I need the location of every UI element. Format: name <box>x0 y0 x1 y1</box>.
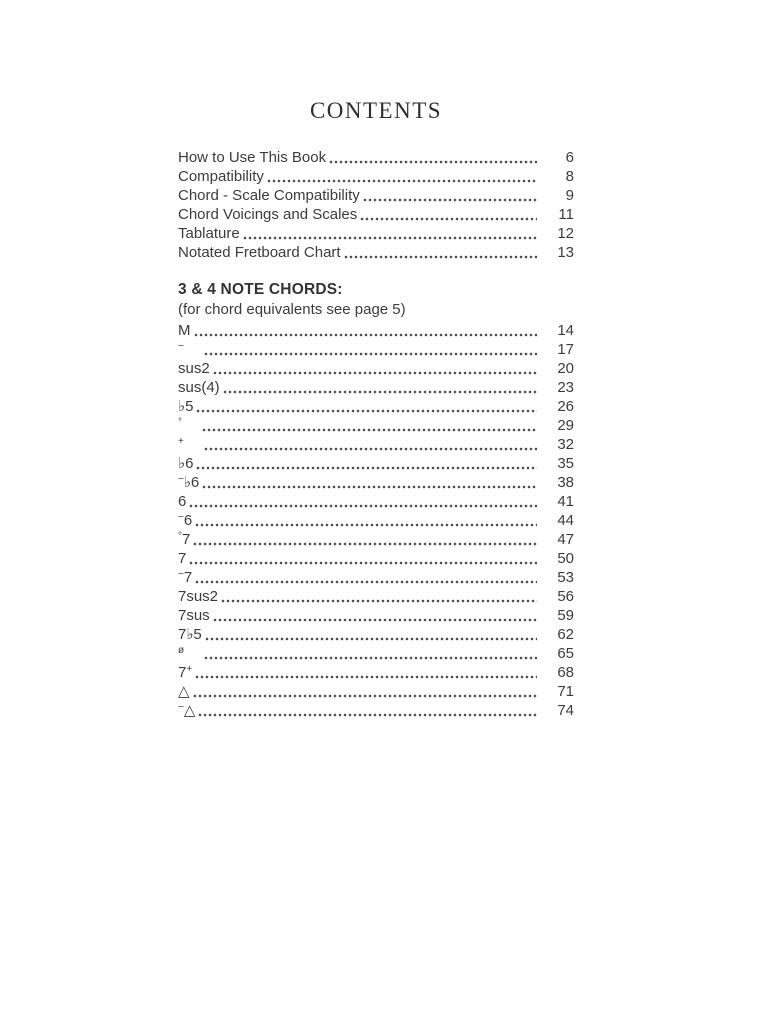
toc-entry-label <box>178 530 190 549</box>
toc-row <box>178 224 574 243</box>
toc-entry-label <box>178 397 193 416</box>
toc-entry-label <box>178 701 195 720</box>
toc-entry-label <box>178 606 210 625</box>
toc-entry-label <box>178 492 186 511</box>
dot-leader <box>196 454 537 473</box>
dot-leader <box>267 167 537 186</box>
toc-row <box>178 397 574 416</box>
toc-page-number: 11 <box>558 206 574 223</box>
dot-leader <box>193 530 537 549</box>
dot-leader <box>195 663 537 682</box>
toc-page-number: 47 <box>557 531 574 548</box>
entry-text: 7 <box>183 569 193 586</box>
toc-page-number: 20 <box>557 360 574 377</box>
toc-row <box>178 511 574 530</box>
toc-page-number: 50 <box>557 550 574 567</box>
dot-leader <box>344 243 537 262</box>
toc-page-number: 53 <box>557 569 574 586</box>
toc-row <box>178 321 574 340</box>
chord-superscript-prefix: − <box>178 569 184 580</box>
dot-leader <box>223 378 537 397</box>
toc-entry-label <box>178 587 218 606</box>
entry-text: ♭6 <box>178 455 194 472</box>
toc-row <box>178 530 574 549</box>
toc-entry-label <box>178 549 186 568</box>
entry-text: Compatibility <box>178 168 264 185</box>
toc-row <box>178 359 574 378</box>
toc-page-number: 59 <box>557 607 574 624</box>
chords-section-subheading: (for chord equivalents see page 5) <box>178 301 406 318</box>
chord-superscript-prefix: − <box>178 341 184 352</box>
toc-row <box>178 340 574 359</box>
toc-page-number: 62 <box>557 626 574 643</box>
toc-entry-label <box>178 321 191 340</box>
dot-leader <box>202 473 537 492</box>
toc-entry-label <box>178 454 193 473</box>
entry-text: 7 <box>182 531 191 548</box>
toc-row <box>178 167 574 186</box>
toc-row <box>178 606 574 625</box>
toc-entry-label <box>178 435 184 454</box>
dot-leader <box>196 397 537 416</box>
dot-leader <box>243 224 537 243</box>
toc-entry-label <box>178 378 220 397</box>
chords-list <box>178 321 574 720</box>
entry-text: 7sus2 <box>178 588 219 605</box>
entry-text: Notated Fretboard Chart <box>178 244 341 261</box>
toc-page-number: 26 <box>557 398 574 415</box>
toc-entry-label <box>178 359 210 378</box>
toc-row <box>178 454 574 473</box>
entry-text: 6 <box>183 512 193 529</box>
toc-row <box>178 378 574 397</box>
dot-leader <box>204 644 537 663</box>
toc-entry-label <box>178 224 240 243</box>
entry-text: How to Use This Book <box>178 149 327 166</box>
entry-text: sus2 <box>178 360 210 377</box>
toc-entry-label <box>178 625 202 644</box>
toc-page-number: 74 <box>557 702 574 719</box>
dot-leader <box>198 701 537 720</box>
toc-page-number: 12 <box>557 225 574 242</box>
toc-entry-label <box>178 663 192 682</box>
chord-superscript-prefix: ° <box>178 531 182 542</box>
toc-entry-label <box>178 416 182 435</box>
toc-entry-label <box>178 340 184 359</box>
dot-leader <box>205 625 537 644</box>
toc-row <box>178 587 574 606</box>
toc-entry-label <box>178 167 264 186</box>
toc-page-number: 56 <box>557 588 574 605</box>
toc-page-number: 38 <box>557 474 574 491</box>
dot-leader <box>329 148 537 167</box>
toc-page-number: 14 <box>557 322 574 339</box>
dot-leader <box>189 492 537 511</box>
entry-text: 7 <box>178 664 187 681</box>
toc-row <box>178 701 574 720</box>
dot-leader <box>194 321 538 340</box>
toc-page-number: 68 <box>557 664 574 681</box>
toc-page-number: 6 <box>565 149 574 166</box>
entry-text: △ <box>178 683 190 700</box>
entry-text: 7♭5 <box>178 626 202 643</box>
toc-page-number: 9 <box>565 187 574 204</box>
toc-entry-label <box>178 148 326 167</box>
chord-superscript-suffix: + <box>186 664 193 675</box>
dot-leader <box>189 549 537 568</box>
entry-text: △ <box>183 702 196 719</box>
entry-text: Tablature <box>178 225 240 242</box>
entry-text: 7 <box>178 550 187 567</box>
toc-row <box>178 473 574 492</box>
dot-leader <box>221 587 537 606</box>
toc-page-number: 71 <box>557 683 574 700</box>
toc-row <box>178 549 574 568</box>
toc-entry-label <box>178 186 360 205</box>
entry-text: Chord Voicings and Scales <box>178 206 358 223</box>
chord-superscript-prefix: ° <box>178 417 182 428</box>
toc-row <box>178 243 574 262</box>
dot-leader <box>195 511 537 530</box>
toc-page-number: 32 <box>557 436 574 453</box>
entry-text: 6 <box>178 493 187 510</box>
dot-leader <box>213 606 537 625</box>
entry-text: ♭6 <box>183 474 200 491</box>
entry-text: M <box>178 322 191 339</box>
toc-row <box>178 416 574 435</box>
toc-entry-label <box>178 644 184 663</box>
toc-row <box>178 435 574 454</box>
dot-leader <box>202 416 537 435</box>
contents-column <box>178 98 574 720</box>
toc-row <box>178 682 574 701</box>
entry-text: sus(4) <box>178 379 220 396</box>
dot-leader <box>195 568 537 587</box>
toc-page-number: 8 <box>565 168 574 185</box>
toc-entry-label <box>178 473 199 492</box>
toc-row <box>178 148 574 167</box>
front-matter-list <box>178 148 574 262</box>
toc-page-number: 13 <box>557 244 574 261</box>
dot-leader <box>213 359 537 378</box>
chord-superscript-prefix: − <box>178 702 184 713</box>
dot-leader <box>360 205 537 224</box>
chord-superscript-prefix: − <box>178 512 184 523</box>
dot-leader <box>204 340 537 359</box>
toc-page-number: 65 <box>557 645 574 662</box>
toc-row <box>178 205 574 224</box>
chord-superscript-prefix: + <box>178 436 184 447</box>
toc-entry-label <box>178 243 341 262</box>
toc-row <box>178 625 574 644</box>
chords-section-heading: 3 & 4 NOTE CHORDS: <box>178 281 343 298</box>
toc-entry-label <box>178 205 357 224</box>
dot-leader <box>193 682 537 701</box>
entry-text: Chord - Scale Compatibility <box>178 187 360 204</box>
toc-page-number: 44 <box>557 512 574 529</box>
dot-leader <box>363 186 537 205</box>
entry-text: 7sus <box>178 607 210 624</box>
page-title: CONTENTS <box>309 98 443 123</box>
toc-row <box>178 186 574 205</box>
toc-page-number: 35 <box>557 455 574 472</box>
toc-entry-label <box>178 511 192 530</box>
toc-row <box>178 644 574 663</box>
toc-entry-label <box>178 568 192 587</box>
toc-page-number: 17 <box>557 341 574 358</box>
chord-superscript-prefix: ø <box>178 645 185 656</box>
toc-row <box>178 663 574 682</box>
toc-page-number: 29 <box>557 417 574 434</box>
toc-page-number: 41 <box>557 493 574 510</box>
toc-page-number: 23 <box>557 379 574 396</box>
toc-row <box>178 568 574 587</box>
chord-superscript-prefix: − <box>178 474 184 485</box>
dot-leader <box>204 435 537 454</box>
toc-entry-label <box>178 682 190 701</box>
entry-text: ♭5 <box>178 398 194 415</box>
toc-row <box>178 492 574 511</box>
